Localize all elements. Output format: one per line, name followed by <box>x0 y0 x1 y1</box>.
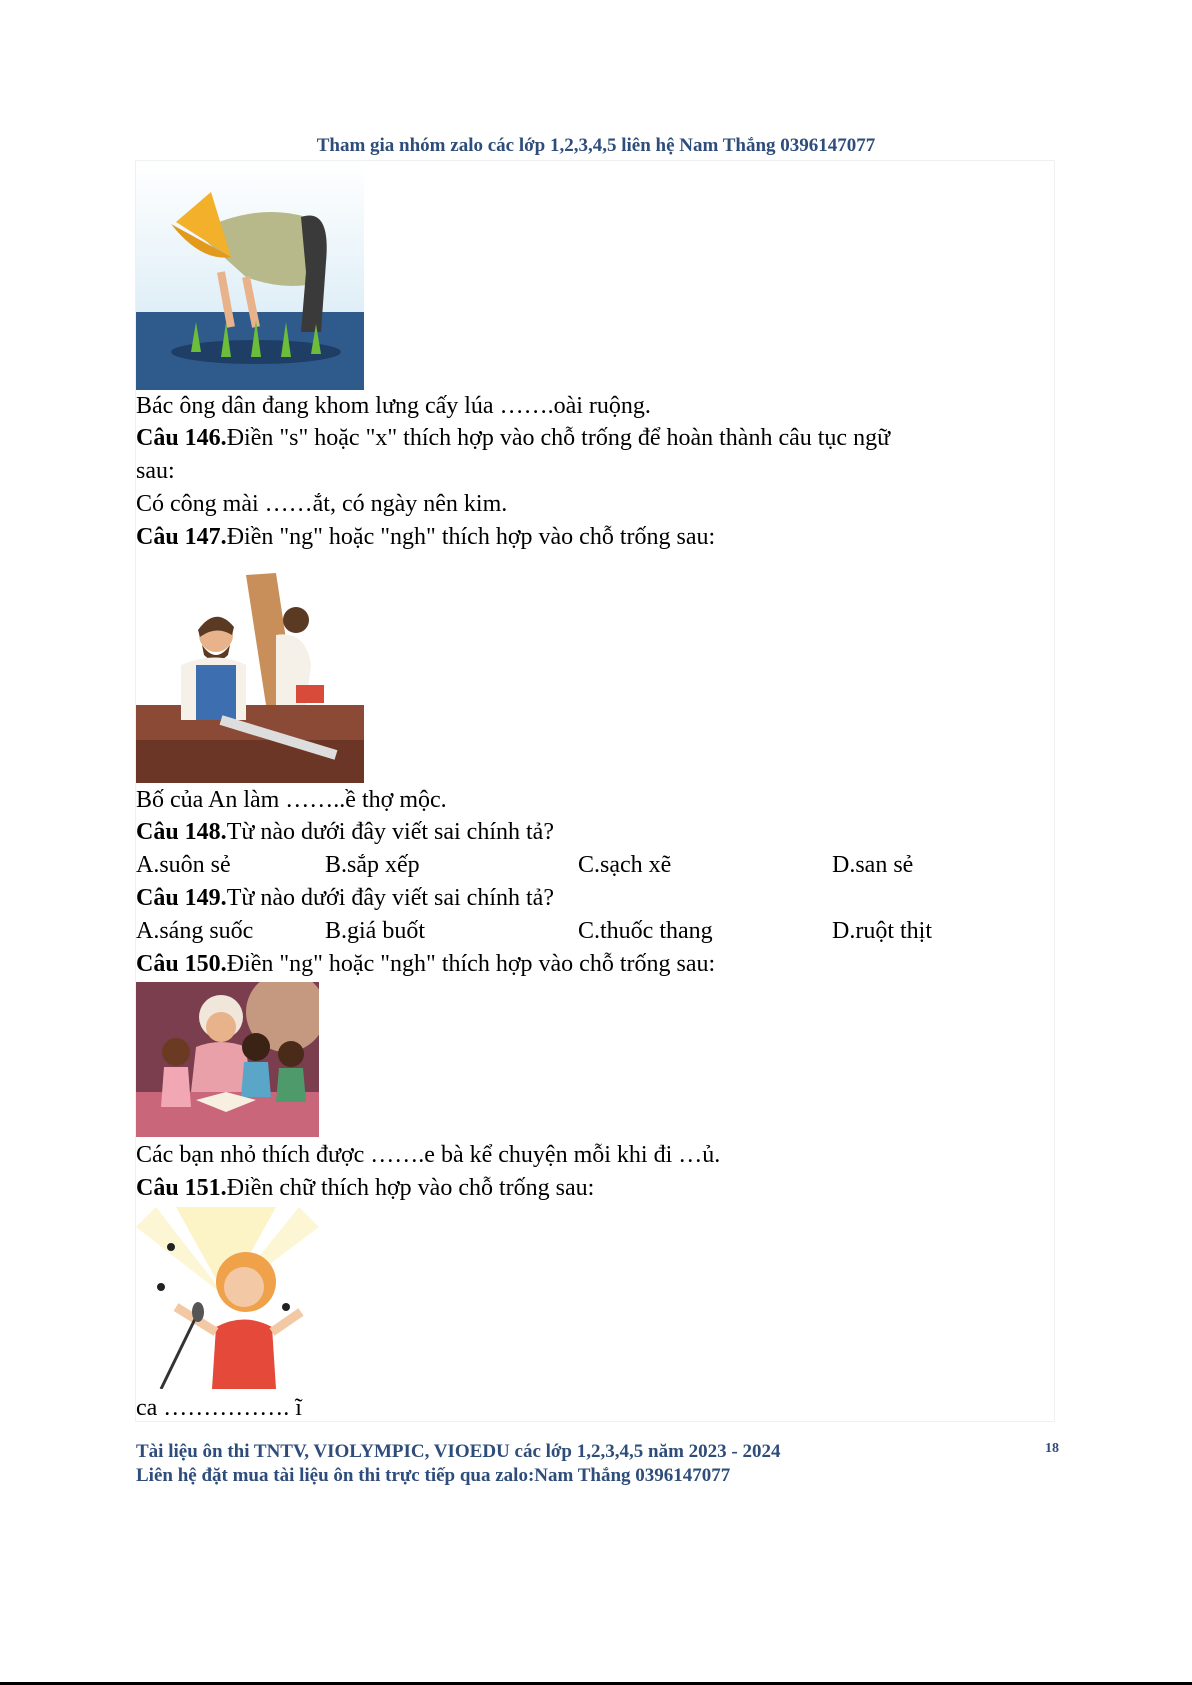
question-151 <box>136 1173 594 1203</box>
question-149 <box>136 883 554 913</box>
question-146 <box>136 423 890 453</box>
answer-line: ca ……………. ĩ <box>136 1395 302 1421</box>
farmer-image <box>136 162 364 390</box>
question-number: Câu 149. <box>136 885 227 911</box>
question-number: Câu 151. <box>136 1175 227 1201</box>
question-number: Câu 147. <box>136 524 227 550</box>
footer-line-2: Liên hệ đặt mua tài liệu ôn thi trực tiếp qua zalo:Nam Thắng 0396147077 <box>136 1465 731 1486</box>
question-text: Điền chữ thích hợp vào chỗ trống sau: <box>226 1175 595 1201</box>
q148-option-d[interactable]: D.san sẻ <box>832 852 914 878</box>
q149-option-d[interactable]: D.ruột thịt <box>832 918 932 944</box>
question-150 <box>136 949 715 979</box>
q149-option-a[interactable]: A.sáng suốc <box>136 918 254 944</box>
question-147 <box>136 522 715 552</box>
q149-option-b[interactable]: B.giá buốt <box>325 918 425 944</box>
question-text: Từ nào dưới đây viết sai chính tả? <box>226 885 554 911</box>
question-text: Từ nào dưới đây viết sai chính tả? <box>226 819 554 845</box>
sentence-carpenter: Bố của An làm ……..ề thợ mộc. <box>136 787 447 813</box>
sentence-farmer: Bác ông dân đang khom lưng cấy lúa …….oài ruộng. <box>136 393 651 419</box>
footer-line-1: Tài liệu ôn thi TNTV, VIOLYMPIC, VIOEDU các lớp 1,2,3,4,5 năm 2023 - 2024 <box>136 1441 781 1462</box>
question-146-continued: sau: <box>136 458 175 484</box>
sentence-grandmother: Các bạn nhỏ thích được …….e bà kể chuyện mỗi khi đi …ủ. <box>136 1142 721 1168</box>
sentence-proverb: Có công mài ……ắt, có ngày nên kim. <box>136 491 508 517</box>
grandmother-image <box>136 982 319 1137</box>
question-number: Câu 150. <box>136 951 227 977</box>
q149-option-c[interactable]: C.thuốc thang <box>578 918 713 944</box>
page-header: Tham gia nhóm zalo các lớp 1,2,3,4,5 liên hệ Nam Thắng 0396147077 <box>316 135 876 156</box>
page-number: 18 <box>1045 1441 1059 1456</box>
question-text: Điền "ng" hoặc "ngh" thích hợp vào chỗ trống sau: <box>226 951 716 977</box>
q148-option-c[interactable]: C.sạch xẽ <box>578 852 672 878</box>
question-text: Điền "ng" hoặc "ngh" thích hợp vào chỗ trống sau: <box>226 524 716 550</box>
question-number: Câu 148. <box>136 819 227 845</box>
carpenter-image <box>136 555 364 783</box>
question-text: Điền "s" hoặc "x" thích hợp vào chỗ trống để hoàn thành câu tục ngữ <box>226 425 891 451</box>
question-number: Câu 146. <box>136 425 227 451</box>
q148-option-a[interactable]: A.suôn sẻ <box>136 852 231 878</box>
q148-option-b[interactable]: B.sắp xếp <box>325 852 420 878</box>
question-148 <box>136 817 554 847</box>
singer-image <box>136 1207 319 1389</box>
